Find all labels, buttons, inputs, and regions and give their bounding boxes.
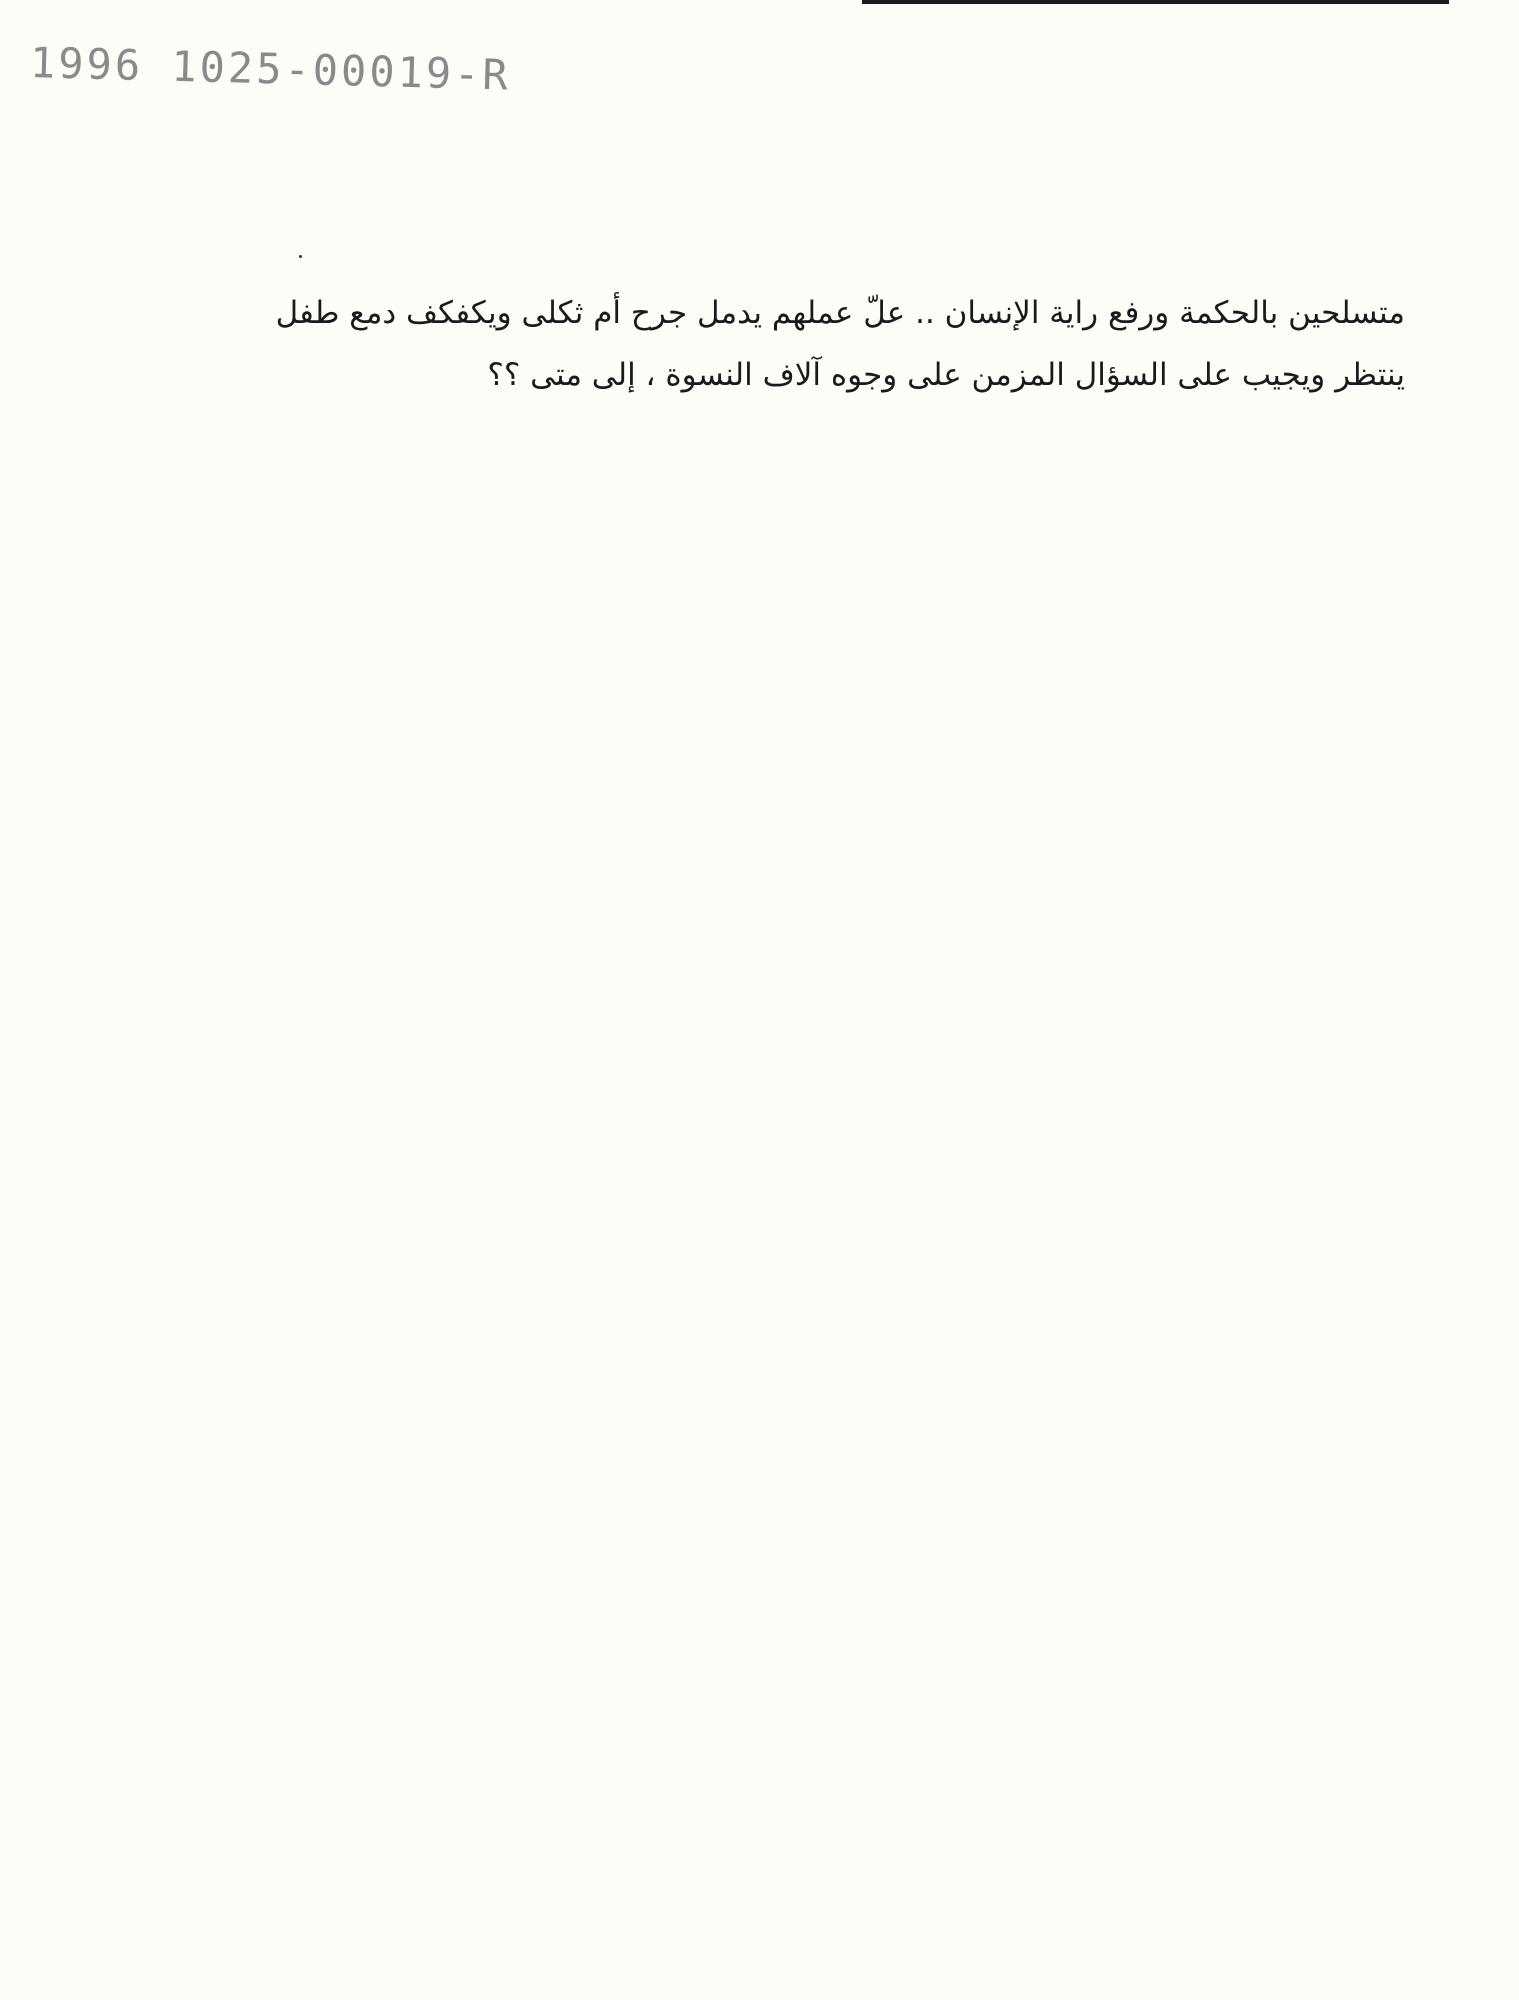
handwritten-archive-id: 1996 1025-00019-R <box>29 38 512 100</box>
stray-mark <box>299 255 302 258</box>
top-border-line <box>862 0 1449 4</box>
body-line-1: متسلحين بالحكمة ورفع راية الإنسان .. علّ عملهم يدمل جرح أم ثكلى ويكفكف دمع طفل <box>275 295 1405 331</box>
body-line-2: ينتظر ويجيب على السؤال المزمن على وجوه آلاف النسوة ، إلى متى ؟؟ <box>487 357 1405 393</box>
document-body <box>85 282 1405 406</box>
